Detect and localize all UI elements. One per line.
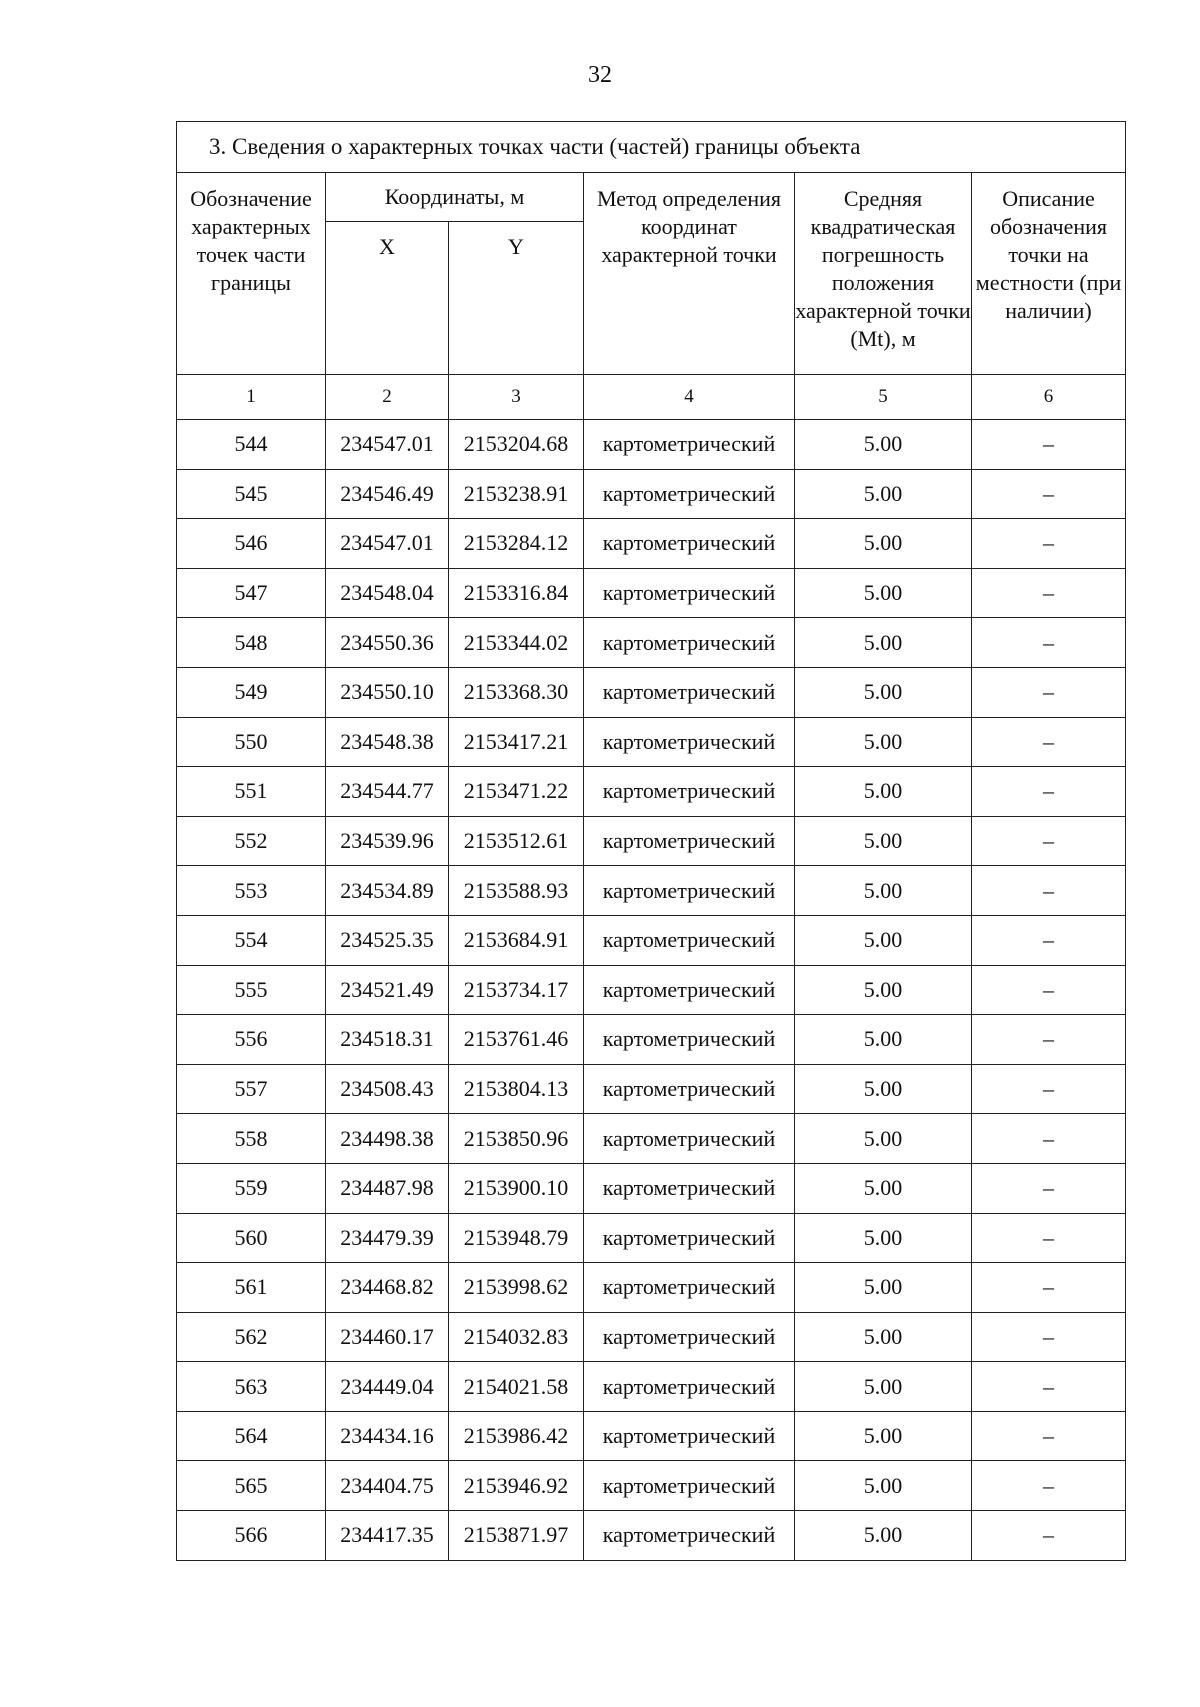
method-cell: картометрический <box>584 767 795 817</box>
point-id-cell: 557 <box>177 1064 326 1114</box>
error-cell: 5.00 <box>795 1114 972 1164</box>
table-row <box>177 866 1126 916</box>
column-number: 5 <box>795 375 972 420</box>
table-row <box>177 1411 1126 1461</box>
description-cell: – <box>972 469 1126 519</box>
header-x: X <box>326 222 449 375</box>
description-cell: – <box>972 519 1126 569</box>
x-coordinate-cell: 234550.10 <box>326 667 449 717</box>
table-row <box>177 717 1126 767</box>
error-cell: 5.00 <box>795 1461 972 1511</box>
method-cell: картометрический <box>584 1114 795 1164</box>
method-cell: картометрический <box>584 618 795 668</box>
description-cell: – <box>972 717 1126 767</box>
x-coordinate-cell: 234546.49 <box>326 469 449 519</box>
point-id-cell: 556 <box>177 1015 326 1065</box>
point-id-cell: 547 <box>177 568 326 618</box>
description-cell: – <box>972 667 1126 717</box>
point-id-cell: 555 <box>177 965 326 1015</box>
y-coordinate-cell: 2153417.21 <box>449 717 584 767</box>
point-id-cell: 545 <box>177 469 326 519</box>
y-coordinate-cell: 2153204.68 <box>449 420 584 470</box>
column-number: 3 <box>449 375 584 420</box>
method-cell: картометрический <box>584 866 795 916</box>
table-row <box>177 1213 1126 1263</box>
header-row <box>177 173 1126 222</box>
point-id-cell: 564 <box>177 1411 326 1461</box>
x-coordinate-cell: 234550.36 <box>326 618 449 668</box>
y-coordinate-cell: 2153850.96 <box>449 1114 584 1164</box>
y-coordinate-cell: 2153588.93 <box>449 866 584 916</box>
header-coordinates: Координаты, м <box>326 173 584 222</box>
point-id-cell: 548 <box>177 618 326 668</box>
x-coordinate-cell: 234508.43 <box>326 1064 449 1114</box>
description-cell: – <box>972 1163 1126 1213</box>
header-description: Описание обозначения точки на местности (при наличии) <box>972 173 1126 375</box>
method-cell: картометрический <box>584 1213 795 1263</box>
page-number: 32 <box>588 62 612 88</box>
column-number: 4 <box>584 375 795 420</box>
description-cell: – <box>972 420 1126 470</box>
table-row <box>177 1461 1126 1511</box>
x-coordinate-cell: 234548.04 <box>326 568 449 618</box>
table-row <box>177 816 1126 866</box>
description-cell: – <box>972 568 1126 618</box>
y-coordinate-cell: 2153871.97 <box>449 1511 584 1561</box>
table-row <box>177 1263 1126 1313</box>
description-cell: – <box>972 1263 1126 1313</box>
description-cell: – <box>972 866 1126 916</box>
y-coordinate-cell: 2153684.91 <box>449 915 584 965</box>
table-row <box>177 519 1126 569</box>
point-id-cell: 552 <box>177 816 326 866</box>
y-coordinate-cell: 2153734.17 <box>449 965 584 1015</box>
y-coordinate-cell: 2153986.42 <box>449 1411 584 1461</box>
x-coordinate-cell: 234547.01 <box>326 420 449 470</box>
method-cell: картометрический <box>584 915 795 965</box>
point-id-cell: 554 <box>177 915 326 965</box>
point-id-cell: 553 <box>177 866 326 916</box>
y-coordinate-cell: 2154032.83 <box>449 1312 584 1362</box>
x-coordinate-cell: 234404.75 <box>326 1461 449 1511</box>
error-cell: 5.00 <box>795 1511 972 1561</box>
method-cell: картометрический <box>584 519 795 569</box>
description-cell: – <box>972 1213 1126 1263</box>
table-row <box>177 767 1126 817</box>
error-cell: 5.00 <box>795 1015 972 1065</box>
method-cell: картометрический <box>584 1411 795 1461</box>
error-cell: 5.00 <box>795 1411 972 1461</box>
description-cell: – <box>972 1511 1126 1561</box>
x-coordinate-cell: 234547.01 <box>326 519 449 569</box>
description-cell: – <box>972 915 1126 965</box>
x-coordinate-cell: 234460.17 <box>326 1312 449 1362</box>
table-row <box>177 1163 1126 1213</box>
y-coordinate-cell: 2153284.12 <box>449 519 584 569</box>
column-numbers-row <box>177 375 1126 420</box>
point-id-cell: 550 <box>177 717 326 767</box>
description-cell: – <box>972 767 1126 817</box>
table-row <box>177 420 1126 470</box>
error-cell: 5.00 <box>795 667 972 717</box>
table-row <box>177 1064 1126 1114</box>
description-cell: – <box>972 1015 1126 1065</box>
method-cell: картометрический <box>584 816 795 866</box>
x-coordinate-cell: 234548.38 <box>326 717 449 767</box>
point-id-cell: 559 <box>177 1163 326 1213</box>
header-designation: Обозначение характерных точек части границы <box>177 173 326 375</box>
error-cell: 5.00 <box>795 1163 972 1213</box>
description-cell: – <box>972 1312 1126 1362</box>
method-cell: картометрический <box>584 1263 795 1313</box>
point-id-cell: 563 <box>177 1362 326 1412</box>
method-cell: картометрический <box>584 1511 795 1561</box>
point-id-cell: 558 <box>177 1114 326 1164</box>
section-title: 3. Сведения о характерных точках части (частей) границы объекта <box>177 122 1126 173</box>
header-error: Средняя квадратическая погрешность положения характерной точки (Mt), м <box>795 173 972 375</box>
y-coordinate-cell: 2153238.91 <box>449 469 584 519</box>
y-coordinate-cell: 2154021.58 <box>449 1362 584 1412</box>
method-cell: картометрический <box>584 568 795 618</box>
method-cell: картометрический <box>584 1163 795 1213</box>
x-coordinate-cell: 234544.77 <box>326 767 449 817</box>
point-id-cell: 551 <box>177 767 326 817</box>
description-cell: – <box>972 965 1126 1015</box>
error-cell: 5.00 <box>795 1064 972 1114</box>
column-number: 1 <box>177 375 326 420</box>
method-cell: картометрический <box>584 717 795 767</box>
method-cell: картометрический <box>584 1312 795 1362</box>
table-row <box>177 1114 1126 1164</box>
boundary-points-table <box>176 121 1126 1561</box>
error-cell: 5.00 <box>795 420 972 470</box>
table-row <box>177 1312 1126 1362</box>
table-row <box>177 1511 1126 1561</box>
description-cell: – <box>972 1064 1126 1114</box>
table-row <box>177 1015 1126 1065</box>
y-coordinate-cell: 2153946.92 <box>449 1461 584 1511</box>
error-cell: 5.00 <box>795 1263 972 1313</box>
description-cell: – <box>972 1362 1126 1412</box>
point-id-cell: 561 <box>177 1263 326 1313</box>
y-coordinate-cell: 2153512.61 <box>449 816 584 866</box>
x-coordinate-cell: 234417.35 <box>326 1511 449 1561</box>
method-cell: картометрический <box>584 420 795 470</box>
table-row <box>177 1362 1126 1412</box>
y-coordinate-cell: 2153900.10 <box>449 1163 584 1213</box>
point-id-cell: 565 <box>177 1461 326 1511</box>
point-id-cell: 549 <box>177 667 326 717</box>
error-cell: 5.00 <box>795 717 972 767</box>
description-cell: – <box>972 1114 1126 1164</box>
x-coordinate-cell: 234498.38 <box>326 1114 449 1164</box>
error-cell: 5.00 <box>795 568 972 618</box>
error-cell: 5.00 <box>795 618 972 668</box>
point-id-cell: 546 <box>177 519 326 569</box>
y-coordinate-cell: 2153368.30 <box>449 667 584 717</box>
y-coordinate-cell: 2153804.13 <box>449 1064 584 1114</box>
method-cell: картометрический <box>584 965 795 1015</box>
point-id-cell: 562 <box>177 1312 326 1362</box>
table-row <box>177 915 1126 965</box>
x-coordinate-cell: 234539.96 <box>326 816 449 866</box>
y-coordinate-cell: 2153471.22 <box>449 767 584 817</box>
method-cell: картометрический <box>584 1362 795 1412</box>
x-coordinate-cell: 234487.98 <box>326 1163 449 1213</box>
y-coordinate-cell: 2153316.84 <box>449 568 584 618</box>
error-cell: 5.00 <box>795 1362 972 1412</box>
error-cell: 5.00 <box>795 1213 972 1263</box>
section-title-row <box>177 122 1126 173</box>
column-number: 2 <box>326 375 449 420</box>
description-cell: – <box>972 1411 1126 1461</box>
table-row <box>177 618 1126 668</box>
column-number: 6 <box>972 375 1126 420</box>
point-id-cell: 560 <box>177 1213 326 1263</box>
point-id-cell: 566 <box>177 1511 326 1561</box>
method-cell: картометрический <box>584 1015 795 1065</box>
error-cell: 5.00 <box>795 469 972 519</box>
x-coordinate-cell: 234449.04 <box>326 1362 449 1412</box>
table-row <box>177 965 1126 1015</box>
description-cell: – <box>972 1461 1126 1511</box>
error-cell: 5.00 <box>795 767 972 817</box>
error-cell: 5.00 <box>795 1312 972 1362</box>
error-cell: 5.00 <box>795 816 972 866</box>
x-coordinate-cell: 234518.31 <box>326 1015 449 1065</box>
description-cell: – <box>972 618 1126 668</box>
error-cell: 5.00 <box>795 965 972 1015</box>
table-body <box>177 420 1126 1561</box>
table-row <box>177 469 1126 519</box>
description-cell: – <box>972 816 1126 866</box>
table-row <box>177 568 1126 618</box>
x-coordinate-cell: 234479.39 <box>326 1213 449 1263</box>
y-coordinate-cell: 2153344.02 <box>449 618 584 668</box>
header-y: Y <box>449 222 584 375</box>
method-cell: картометрический <box>584 469 795 519</box>
x-coordinate-cell: 234534.89 <box>326 866 449 916</box>
method-cell: картометрический <box>584 667 795 717</box>
method-cell: картометрический <box>584 1461 795 1511</box>
y-coordinate-cell: 2153998.62 <box>449 1263 584 1313</box>
point-id-cell: 544 <box>177 420 326 470</box>
x-coordinate-cell: 234468.82 <box>326 1263 449 1313</box>
error-cell: 5.00 <box>795 519 972 569</box>
table-row <box>177 667 1126 717</box>
header-method: Метод определения координат характерной точки <box>584 173 795 375</box>
method-cell: картометрический <box>584 1064 795 1114</box>
x-coordinate-cell: 234434.16 <box>326 1411 449 1461</box>
x-coordinate-cell: 234521.49 <box>326 965 449 1015</box>
error-cell: 5.00 <box>795 866 972 916</box>
y-coordinate-cell: 2153761.46 <box>449 1015 584 1065</box>
x-coordinate-cell: 234525.35 <box>326 915 449 965</box>
y-coordinate-cell: 2153948.79 <box>449 1213 584 1263</box>
error-cell: 5.00 <box>795 915 972 965</box>
